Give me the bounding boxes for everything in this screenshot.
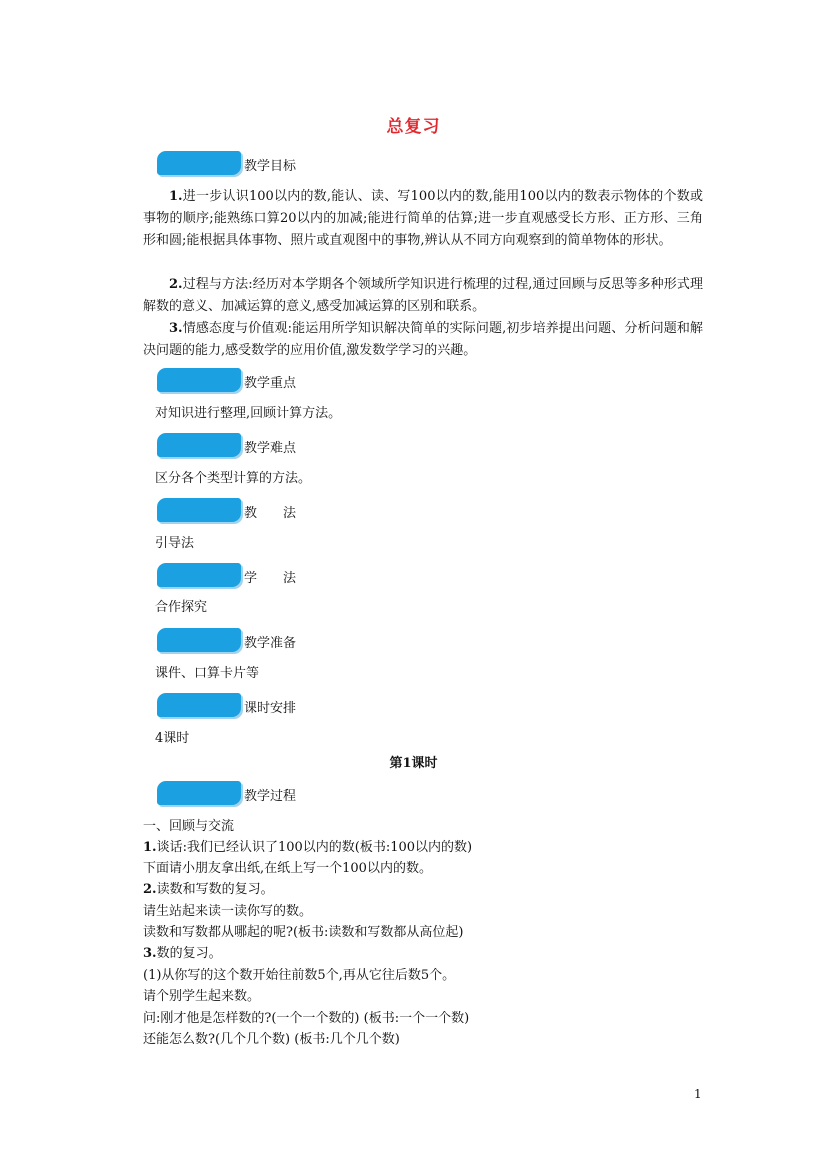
section-key-points [157,368,557,396]
section-badge [157,433,241,457]
process-line: 还能怎么数?(几个几个数) (板书:几个几个数) [143,1032,400,1047]
learning-method-text: 合作探究 [155,600,208,615]
process-line: 读数和写数都从哪起的呢?(板书:读数和写数都从高位起) [143,925,464,940]
page-number: 1 [694,1087,702,1101]
document-title: 总复习 [386,117,441,137]
section-badge [157,693,241,717]
process-item-1-text: 谈话:我们已经认识了100以内的数(板书:100以内的数) [156,840,473,855]
section-badge [157,563,241,587]
process-line: 请个别学生起来数。 [143,989,261,1004]
section-schedule [157,693,557,721]
section-badge [157,628,241,652]
objective-2 [143,274,703,318]
objective-3 [143,318,703,362]
section-label: 教学重点 [244,376,297,391]
process-item-3-text: 数的复习。 [156,946,222,961]
process-heading: 一、回顾与交流 [143,819,235,834]
section-learning-method [157,563,557,591]
process-item-1 [143,840,472,856]
section-label: 教学难点 [244,441,297,456]
lesson-title: 第1课时 [389,756,438,771]
key-points-text: 对知识进行整理,回顾计算方法。 [155,406,342,421]
section-badge [157,368,241,392]
section-difficulties [157,433,557,461]
section-label: 教 法 [244,506,297,521]
objective-3-num: 3. [169,321,183,336]
objective-3-text: 情感态度与价值观:能运用所学知识解决简单的实际问题,初步培养提出问题、分析问题和解决问题的能力,感受数学的应用价值,激发数学学习的兴趣。 [143,321,703,358]
schedule-text: 4课时 [155,731,190,746]
section-label: 教学过程 [244,789,297,804]
section-badge [157,781,241,805]
section-teaching-method [157,498,557,526]
difficulties-text: 区分各个类型计算的方法。 [155,471,312,486]
section-label: 教学目标 [244,159,297,174]
objective-2-num: 2. [169,277,183,292]
objective-1-text: 进一步认识100以内的数,能认、读、写100以内的数,能用100以内的数表示物体的个数或事物的顺序;能熟练口算20以内的加减;能进行简单的估算;进一步直观感受长方形、正方形、三角形和圆;能根据具体事物、照片或直观图中的事物,辨认从不同方向观察到的简单物体的形状。 [143,189,703,248]
process-line: (1)从你写的这个数开始往前数5个,再从它往后数5个。 [143,968,456,983]
process-item-2-text: 读数和写数的复习。 [156,882,274,897]
section-objectives [157,151,557,179]
objective-2-text: 过程与方法:经历对本学期各个领域所学知识进行梳理的过程,通过回顾与反思等多种形式理解数的意义、加减运算的意义,感受加减运算的区别和联系。 [143,277,703,314]
preparation-text: 课件、口算卡片等 [155,666,260,681]
section-process [157,781,557,809]
section-badge [157,498,241,522]
process-item-1-num: 1. [143,840,157,855]
objective-1 [143,186,703,252]
section-label: 学 法 [244,571,297,586]
section-label: 课时安排 [244,701,297,716]
process-item-2-num: 2. [143,882,157,897]
process-line: 问:刚才他是怎样数的?(一个一个数的) (板书:一个一个数) [143,1011,470,1026]
teaching-method-text: 引导法 [155,536,195,551]
process-line: 下面请小朋友拿出纸,在纸上写一个100以内的数。 [143,861,432,876]
process-item-2 [143,882,274,898]
process-line: 请生站起来读一读你写的数。 [143,904,313,919]
section-badge [157,151,241,175]
process-item-3-num: 3. [143,946,157,961]
process-item-3 [143,946,222,962]
section-preparation [157,628,557,656]
objective-1-num: 1. [169,189,183,204]
section-label: 教学准备 [244,636,297,651]
